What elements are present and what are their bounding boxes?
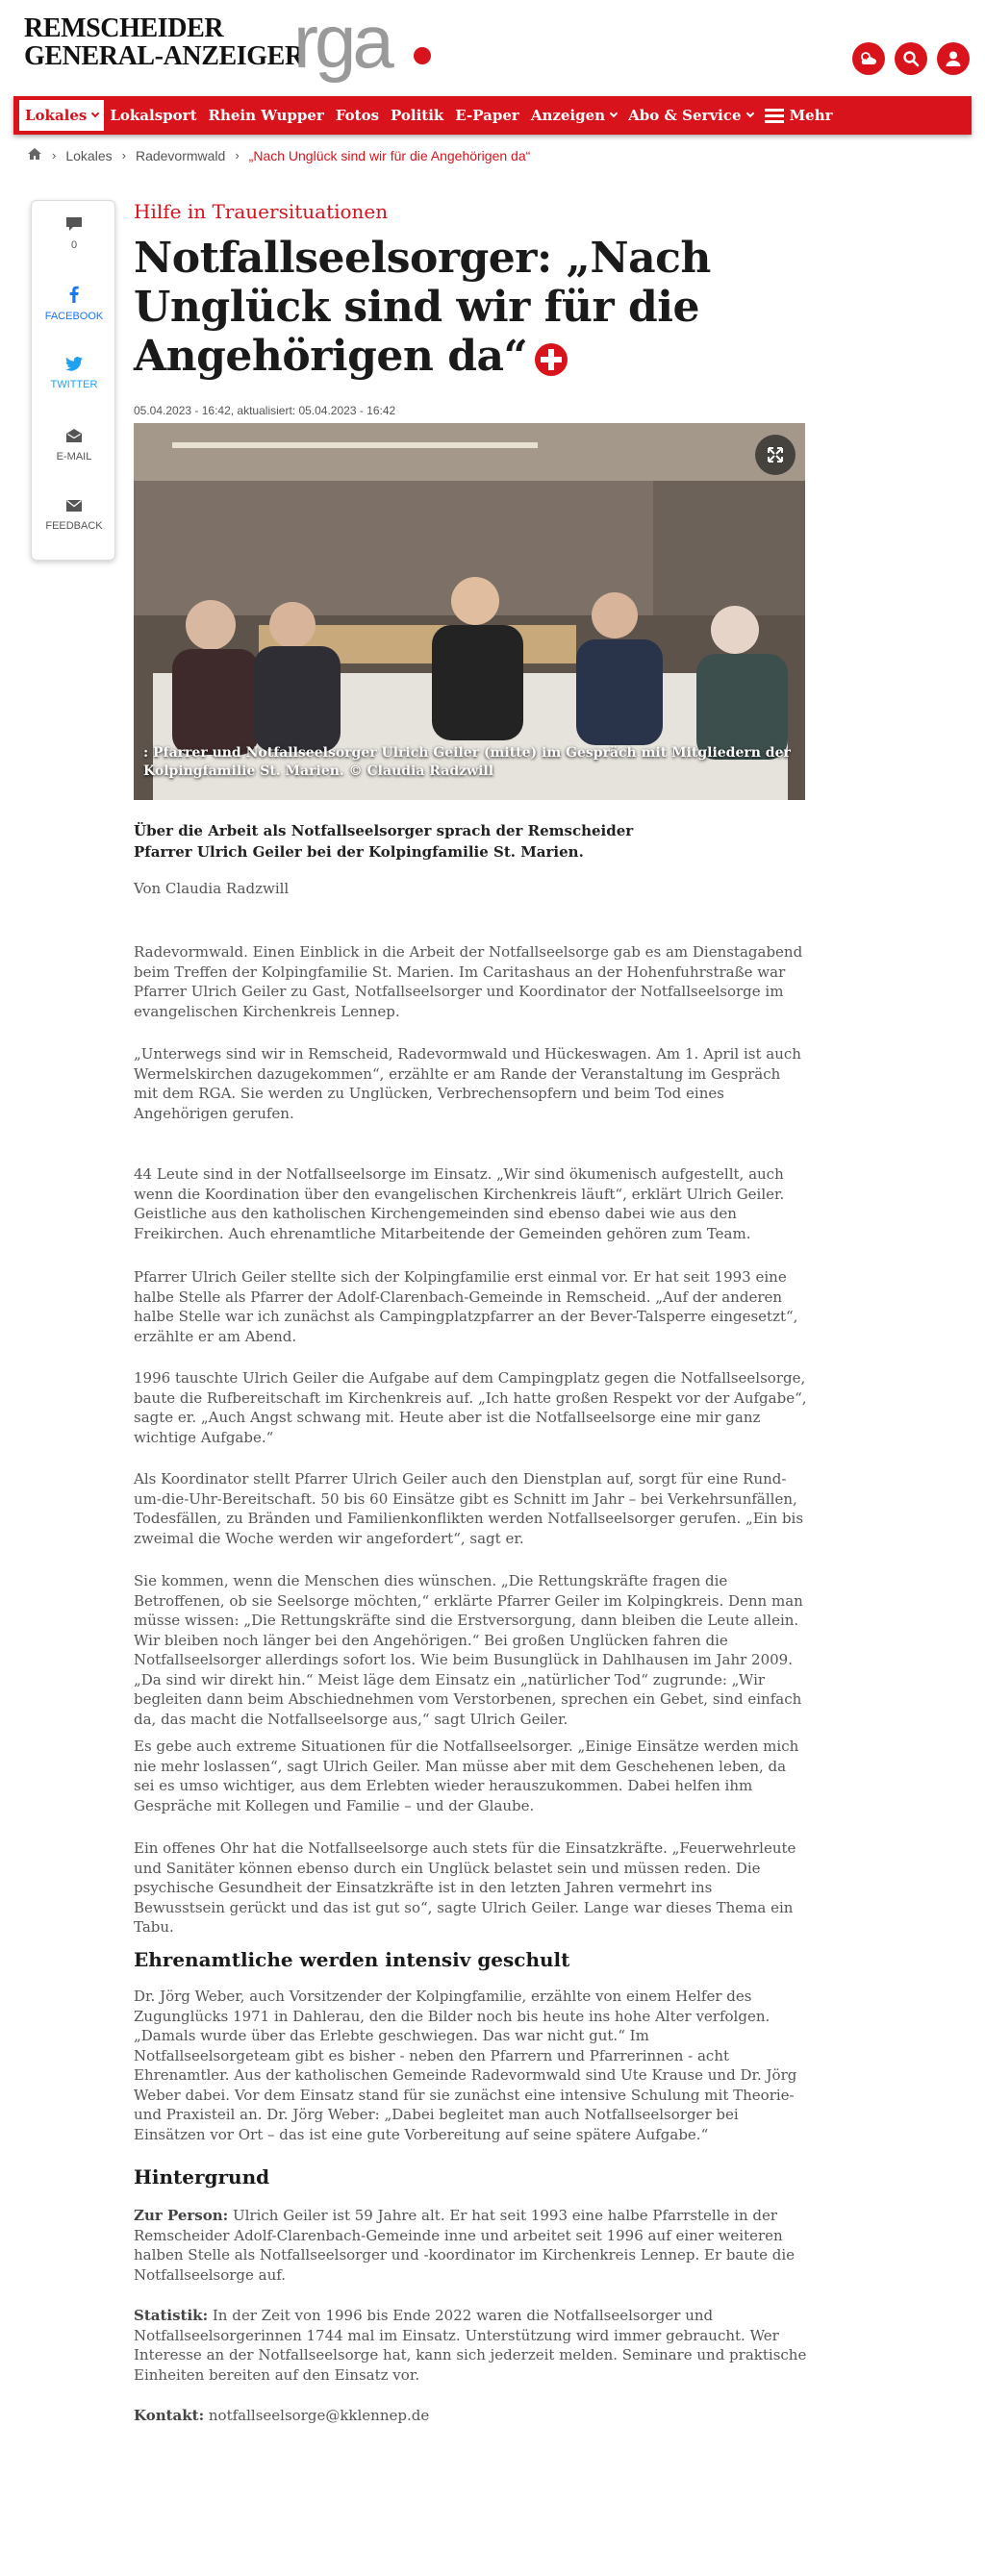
nav-item-fotos[interactable]: Fotos (335, 107, 380, 124)
paragraph: Radevormwald. Einen Einblick in die Arbeit der Notfallseelsorge gab es am Dienstagabend beim Treffen der Kolpingfamilie St. Marien. Im Caritashaus an der Hohenfuhrstraße war Pfarrer Ulrich Geiler zu Gast, Notfallseelsorger und Koordinator der Notfallseelsorge im evangelischen Kirchenkreis Lennep. (134, 943, 803, 1020)
logo-line-2: GENERAL-ANZEIGER (24, 41, 304, 71)
envelope-icon (65, 428, 83, 443)
chevron-down-icon (745, 110, 753, 117)
nav-item-anzeigen[interactable]: Anzeigen (525, 100, 622, 131)
breadcrumb-lokales[interactable]: Lokales (65, 147, 113, 163)
facebook-share-button[interactable]: FACEBOOK (32, 286, 116, 322)
article-lead: Über die Arbeit als Notfallseelsorger sprach der Remscheider Pfarrer Ulrich Geiler bei der Kolpingfamilie St. Marien. (134, 822, 634, 861)
plus-badge-icon (535, 343, 568, 376)
paragraph: 44 Leute sind in der Notfallseelsorge im Einsatz. „Wir sind ökumenisch aufgestellt, auch wenn die Koordination über den evangelischen Kirchenkreis läuft“, erklärt Ulrich Geiler. Geistliche aus den katholischen Kirchengemeinden sind ebenso dabei wie aus den Freikirchen. Auch ehrenamtliche Mitarbeitende der Gemeinden gehören zum Team. (134, 1165, 785, 1242)
main-navigation (13, 96, 972, 135)
comment-icon (65, 216, 83, 232)
article-title-text: Notfallseelsorger: „Nach Unglück sind wir für die Angehörigen da“ (134, 234, 711, 381)
facebook-icon (69, 286, 79, 303)
article-photo[interactable] (134, 423, 805, 800)
search-icon[interactable] (895, 42, 927, 75)
background-person: Zur Person: Ulrich Geiler ist 59 Jahre alt. Er hat seit 1993 eine halbe Pfarrstelle in der Remscheider Adolf-Clarenbach-Gemeinde inne und arbeitet seit 1996 auf einer weiteren halben Stelle als Notfallseelsorger und -koordinator im Kirchenkreis Lennep. Er baute die Notfallseelsorge auf. (134, 2207, 796, 2284)
user-icon[interactable] (937, 42, 970, 75)
paragraph: „Unterwegs sind wir in Remscheid, Radevormwald und Hückeswagen. Am 1. April ist auch Wermelskirchen dazugekommen“, erzählte er am Rande der Veranstaltung im Gespräch mit dem RGA. Sie werden zu Unglücken, Verbrechensopfern und beim Tod eines Angehörigen gerufen. (134, 1045, 801, 1122)
article-kicker: Hilfe in Trauersituationen (134, 200, 389, 223)
nav-item-mehr[interactable]: Mehr (759, 100, 839, 131)
subheading: Ehrenamtliche werden intensiv geschult (134, 1948, 570, 1971)
logo-wordmark[interactable] (24, 14, 304, 70)
breadcrumb-radevormwald[interactable]: Radevormwald (135, 147, 226, 163)
site-header (0, 0, 985, 96)
feedback-button[interactable]: FEEDBACK (32, 499, 116, 532)
home-icon[interactable] (27, 147, 42, 163)
twitter-share-button[interactable]: TWITTER (32, 357, 116, 390)
paragraph: Als Koordinator stellt Pfarrer Ulrich Geiler auch den Dienstplan auf, sorgt für eine Rund-um-die-Uhr-Bereitschaft. 50 bis 60 Einsätze gibt es Schnitt im Jahr – bei Verkehrsunfällen, Todesfällen, zu Bränden und Familienkonflikten werden Notfallseelsorger gerufen. „Ein bis zweimal die Woche werden wir angefordert“, sagt er. (134, 1470, 804, 1547)
breadcrumb (27, 147, 530, 163)
nav-item-epaper[interactable]: E-Paper (455, 107, 519, 124)
background-kontakt: Kontakt: notfallseelsorge@kklennep.de (134, 2407, 430, 2424)
chevron-right-icon: › (235, 148, 240, 163)
mail-icon (65, 499, 83, 513)
paragraph: Pfarrer Ulrich Geiler stellte sich der Kolpingfamilie erst einmal vor. Er hat seit 1993 eine halbe Stelle als Pfarrer der Adolf-Clarenbach-Gemeinde in Remscheid. „Auf der anderen halbe Stelle war ich zunächst als Campingplatzpfarrer an der Bever-Talsperre eingesetzt“, erzählte er am Abend. (134, 1268, 798, 1345)
photo-caption: : Pfarrer und Notfallseelsorger Ulrich Geiler (mitte) im Gespräch mit Mitgliedern der Kolpingfamilie St. Marien. © Claudia Radzwill (143, 745, 791, 779)
nav-item-lokalsport[interactable]: Lokalsport (110, 107, 197, 124)
expand-image-button[interactable] (755, 435, 796, 475)
paragraph: Ein offenes Ohr hat die Notfallseelsorge auch stets für die Einsatzkräfte. „Feuerwehrleute und Sanitäter können ebenso durch ein Unglück belastet sein und müssen reden. Die psychische Gesundheit der Einsatzkräfte ist in den letzten Jahren vermehrt ins Bewusstsein gerückt und das ist gut so“, sagte Ulrich Geiler. Lange war dieses Thema ein Tabu. (134, 1839, 796, 1936)
nav-item-rhein-wupper[interactable]: Rhein Wupper (208, 107, 324, 124)
logo-dot (414, 47, 431, 64)
comments-button[interactable] (32, 216, 116, 251)
paragraph: Sie kommen, wenn die Menschen dies wünschen. „Die Rettungskräfte fragen die Betroffenen, ob sie Seelsorge möchten,“ erklärte Pfarrer Geiler im Kolpingkreis. Denn man müsse wissen: „Die Rettungskräfte sind die Erstversorgung, dann bleiben die Leute allein. Wir bleiben noch länger bei den Angehörigen.“ Bei großen Unglücken fahren die Notfallseelsorger allerdings sofort los. Wie beim Busunglück in Dahlhausen im Jahr 2009. „Da sind wir direkt hin.“ Meist läge dem Einsatz ein „natürlicher Tod“ zugrunde: „Wir begleiten dann beim Abschiednehmen vom Verstorbenen, sprechen ein Gebet, sind einfach da, das macht die Notfallseelsorge aus,“ sagt Ulrich Geiler. (134, 1572, 803, 1728)
twitter-icon (65, 357, 83, 371)
nav-item-politik[interactable]: Politik (391, 107, 444, 124)
paragraph: Es gebe auch extreme Situationen für die Notfallseelsorger. „Einige Einsätze werden mich nie mehr loslassen“, sagt Ulrich Geiler. Man müsse aber mit dem Geschehenen leben, da sei es umso wichtiger, aus dem Erlebten wieder herauszukommen. Dabei helfen ihm Gespräche mit Kollegen und Familie – und der Glaube. (134, 1738, 799, 1814)
article-author: Von Claudia Radzwill (134, 880, 290, 897)
header-icons (852, 42, 970, 75)
article-title (134, 234, 749, 381)
share-sidebar (31, 200, 115, 561)
logo-line-1: REMSCHEIDER (24, 13, 224, 43)
hamburger-menu-icon (765, 109, 784, 123)
nav-item-lokales[interactable]: Lokales (19, 100, 104, 131)
paragraph: 1996 tauschte Ulrich Geiler die Aufgabe auf dem Campingplatz gegen die Notfallseelsorge, baute die Rufbereitschaft im Kirchenkreis auf. „Ich hatte großen Respekt vor der Aufgabe“, sagte er. „Auch Angst schwang mit. Heute aber ist die Notfallseelsorge eine mir ganz wichtige Aufgabe.“ (134, 1369, 807, 1446)
comments-count: 0 (70, 239, 78, 251)
chevron-down-icon (610, 110, 618, 117)
chevron-right-icon: › (121, 148, 126, 163)
expand-icon (755, 435, 796, 475)
breadcrumb-current: „Nach Unglück sind wir für die Angehörigen da“ (248, 147, 531, 163)
subheading-hintergrund: Hintergrund (134, 2165, 270, 2188)
logo-rga[interactable]: rga (293, 0, 391, 84)
contact-email-link[interactable]: notfallseelsorge@kklennep.de (204, 2407, 430, 2424)
paragraph: Dr. Jörg Weber, auch Vorsitzender der Kolpingfamilie, erzählte von einem Helfer des Zugunglücks 1971 in Dahlerau, den die Bilder noch bis heute ins hohe Alter verfolgen. „Damals wurde über das Erlebte geschwiegen. Das war nicht gut.“ Im Notfallseelsorgeteam gibt es bisher - neben den Pfarrern und Pfarrerinnen - acht Ehrenamtler. Aus der katholischen Gemeinde Radevormwald sind Ute Krause und Dr. Jörg Weber dabei. Vor dem Einsatz stand für sie zunächst eine intensive Schulung mit Theorie- und Praxisteil an. Dr. Jörg Weber: „Dabei begleitet man auch Notfallseelsorger bei Einsätzen vor Ort – das ist eine gute Vorbereitung auf seine spätere Aufgabe.“ (134, 1988, 797, 2143)
email-share-button[interactable]: E-MAIL (32, 428, 116, 463)
chevron-down-icon (91, 110, 99, 117)
nav-item-abo-service[interactable]: Abo & Service (622, 100, 759, 131)
chevron-right-icon: › (52, 148, 57, 163)
article-dateline: 05.04.2023 - 16:42, aktualisiert: 05.04.2023 - 16:42 (134, 404, 396, 417)
background-statistik: Statistik: In der Zeit von 1996 bis Ende 2022 waren die Notfallseelsorger und Notfallseelsorgerinnen 1744 mal im Einsatz. Unterstützung wird immer gebraucht. Wer Interesse an der Notfallseelsorge hat, kann sich jederzeit melden. Seminare und praktische Einheiten bereiten auf den Einsatz vor. (134, 2307, 807, 2384)
weather-icon[interactable] (852, 42, 885, 75)
